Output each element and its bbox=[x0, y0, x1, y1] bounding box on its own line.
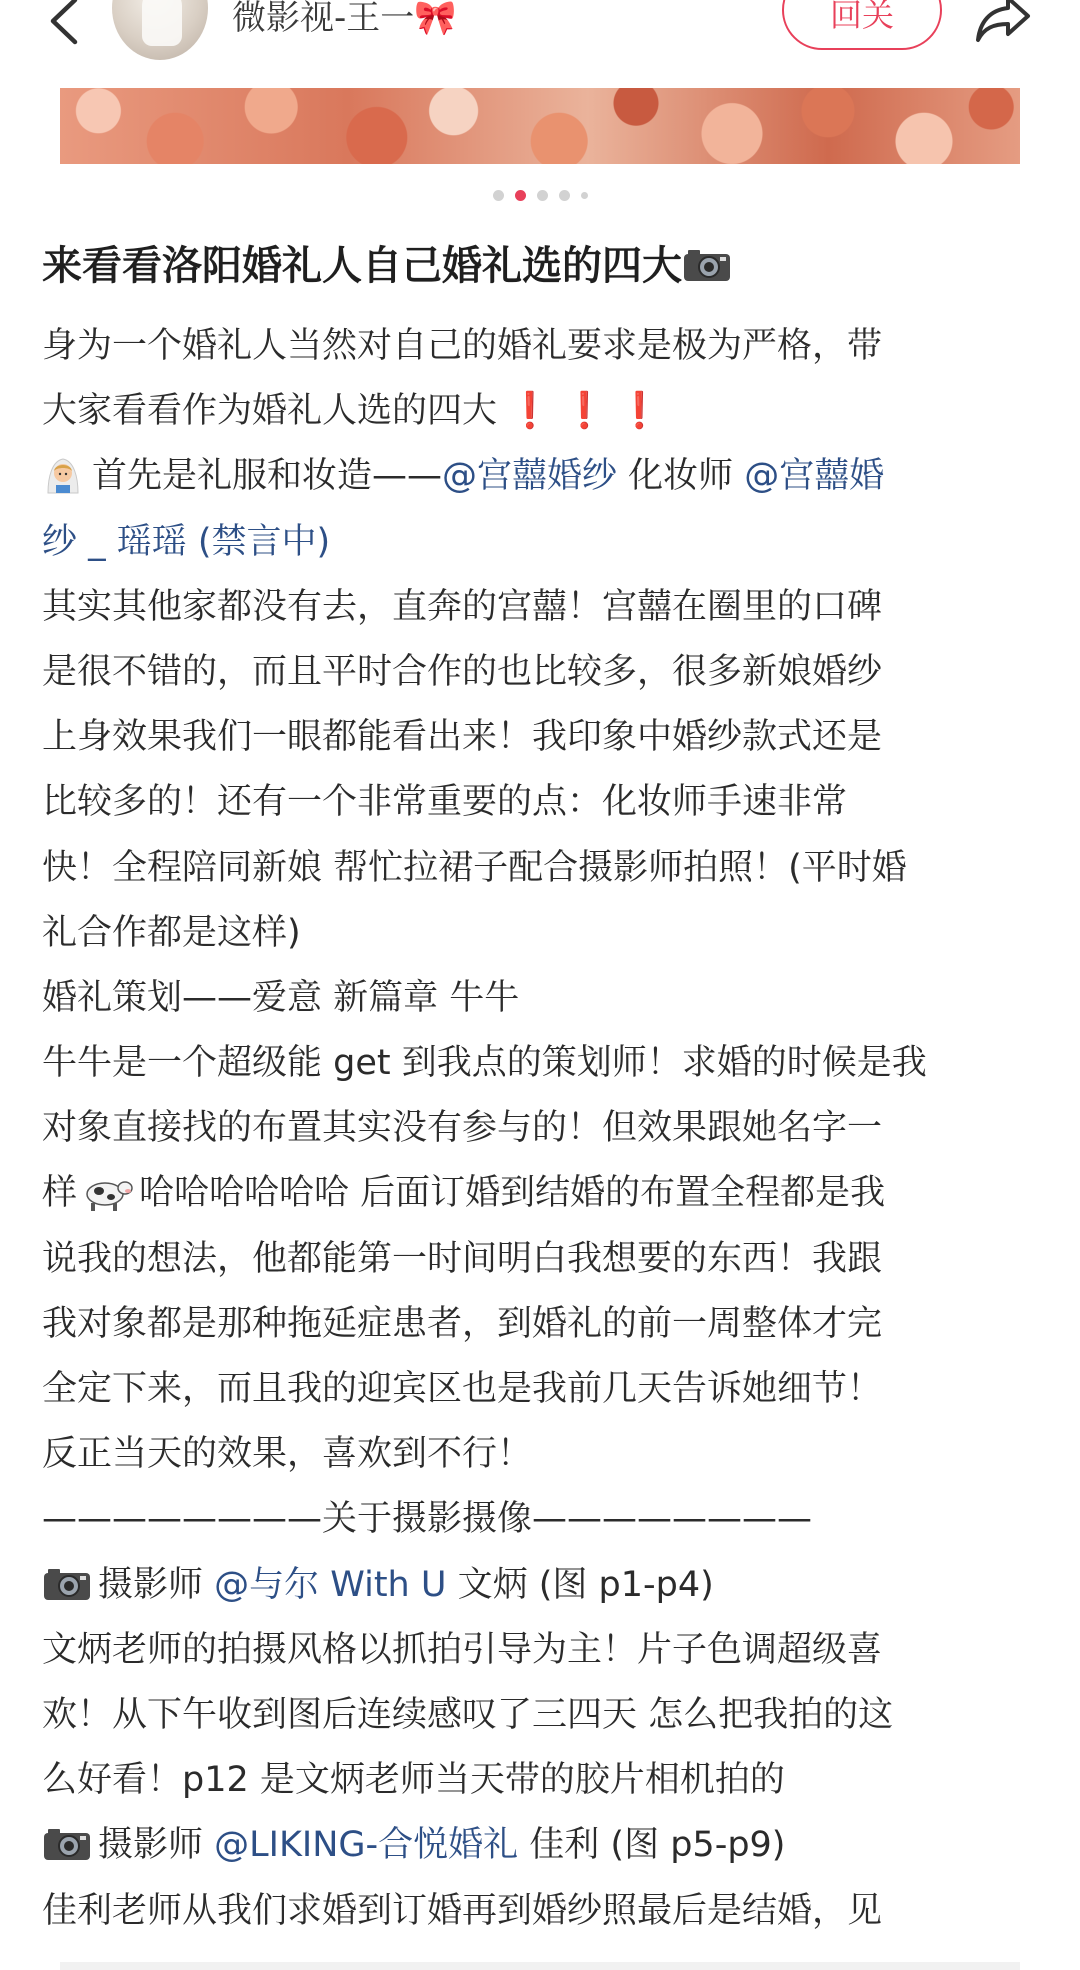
body-line bbox=[42, 1813, 1042, 1878]
section-divider: ————————关于摄影摄像———————— bbox=[42, 1499, 813, 1540]
chevron-left-icon bbox=[47, 0, 81, 46]
author-name[interactable]: 微影视-王一🎀 bbox=[232, 0, 457, 38]
cow-icon bbox=[83, 1172, 133, 1212]
body-line bbox=[42, 1161, 1042, 1226]
body-line bbox=[42, 444, 1042, 509]
back-button[interactable] bbox=[34, 0, 94, 56]
share-arrow-icon bbox=[974, 0, 1032, 46]
body-line: 牛牛是一个超级能 get 到我点的策划师！求婚的时候是我 bbox=[42, 1043, 927, 1084]
body-line: 欢！从下午收到图后连续感叹了三四天 怎么把我拍的这 bbox=[42, 1694, 894, 1735]
camera-icon bbox=[42, 1566, 92, 1602]
top-bar bbox=[0, 0, 1080, 80]
bottom-edge bbox=[60, 1962, 1020, 1970]
body-line: 反正当天的效果，喜欢到不行！ bbox=[42, 1434, 533, 1475]
body-line: 礼合作都是这样) bbox=[42, 912, 301, 953]
exclamation-mark: ❗ bbox=[508, 391, 552, 432]
body-text: 摄影师 bbox=[98, 1825, 215, 1866]
post-body bbox=[42, 314, 1042, 1944]
post-image-carousel[interactable] bbox=[60, 88, 1020, 164]
camera-icon bbox=[682, 247, 732, 283]
body-text: 样 bbox=[42, 1173, 78, 1214]
body-line: 全定下来，而且我的迎宾区也是我前几天告诉她细节！ bbox=[42, 1369, 883, 1409]
post-title bbox=[42, 236, 1042, 296]
carousel-dot bbox=[559, 190, 570, 201]
carousel-indicator bbox=[0, 188, 1080, 202]
bride-icon bbox=[42, 453, 84, 495]
carousel-dot bbox=[581, 192, 588, 199]
body-line: 文炳老师的拍摄风格以抓拍引导为主！片子色调超级喜 bbox=[42, 1629, 883, 1670]
body-text: 大家看看作为婚礼人选的四大 bbox=[42, 391, 498, 432]
body-line: 佳利老师从我们求婚到订婚再到婚纱照最后是结婚，见 bbox=[42, 1890, 883, 1931]
body-line: 快！全程陪同新娘 帮忙拉裙子配合摄影师拍照！(平时婚 bbox=[42, 847, 907, 888]
body-line: 说我的想法，他都能第一时间明白我想要的东西！我跟 bbox=[42, 1238, 883, 1279]
carousel-dot bbox=[493, 190, 504, 201]
body-line: 是很不错的，而且平时合作的也比较多，很多新娘婚纱 bbox=[42, 651, 883, 692]
body-line: 其实其他家都没有去，直奔的宫囍！宫囍在圈里的口碑 bbox=[42, 586, 883, 627]
body-line: 么好看！p12 是文炳老师当天带的胶片相机拍的 bbox=[42, 1760, 785, 1801]
exclamation-mark: ❗ bbox=[617, 391, 662, 432]
mention-link[interactable]: 纱 _ 瑶瑶 (禁言中) bbox=[42, 521, 331, 562]
carousel-dot-active bbox=[515, 190, 526, 201]
body-line: 对象直接找的布置其实没有参与的！但效果跟她名字一 bbox=[42, 1108, 883, 1149]
body-line bbox=[42, 379, 1042, 444]
mention-link[interactable]: @宫囍婚 bbox=[744, 456, 885, 497]
body-line: 比较多的！还有一个非常重要的点：化妆师手速非常 bbox=[42, 782, 848, 823]
body-line: 身为一个婚礼人当然对自己的婚礼要求是极为严格，带 bbox=[42, 326, 883, 366]
body-text: 文炳 (图 p1-p4) bbox=[446, 1564, 714, 1605]
body-text: 化妆师 bbox=[617, 456, 745, 497]
mention-link[interactable]: @宫囍婚纱 bbox=[442, 456, 618, 497]
body-text: 首先是礼服和妆造—— bbox=[92, 456, 443, 497]
avatar[interactable] bbox=[112, 0, 208, 60]
mention-link[interactable]: @与尔 With U bbox=[214, 1564, 447, 1605]
body-line: 我对象都是那种拖延症患者，到婚礼的前一周整体才完 bbox=[42, 1303, 883, 1344]
carousel-dot bbox=[537, 190, 548, 201]
body-line: 婚礼策划——爱意 新篇章 牛牛 bbox=[42, 977, 520, 1018]
follow-back-button[interactable]: 回关 bbox=[782, 0, 942, 50]
mention-link[interactable]: @LIKING-合悦婚礼 bbox=[214, 1825, 519, 1866]
body-line: 上身效果我们一眼都能看出来！我印象中婚纱款式还是 bbox=[42, 717, 883, 758]
share-button[interactable] bbox=[970, 0, 1036, 52]
exclamation-mark: ❗ bbox=[562, 391, 607, 432]
body-text: 哈哈哈哈哈哈 后面订婚到结婚的布置全程都是我 bbox=[139, 1173, 886, 1214]
body-line bbox=[42, 1553, 1042, 1618]
post-title-text: 来看看洛阳婚礼人自己婚礼选的四大 bbox=[42, 243, 682, 289]
camera-icon bbox=[42, 1826, 92, 1862]
body-text: 摄影师 bbox=[98, 1564, 215, 1605]
body-text: 佳利 (图 p5-p9) bbox=[518, 1825, 786, 1866]
